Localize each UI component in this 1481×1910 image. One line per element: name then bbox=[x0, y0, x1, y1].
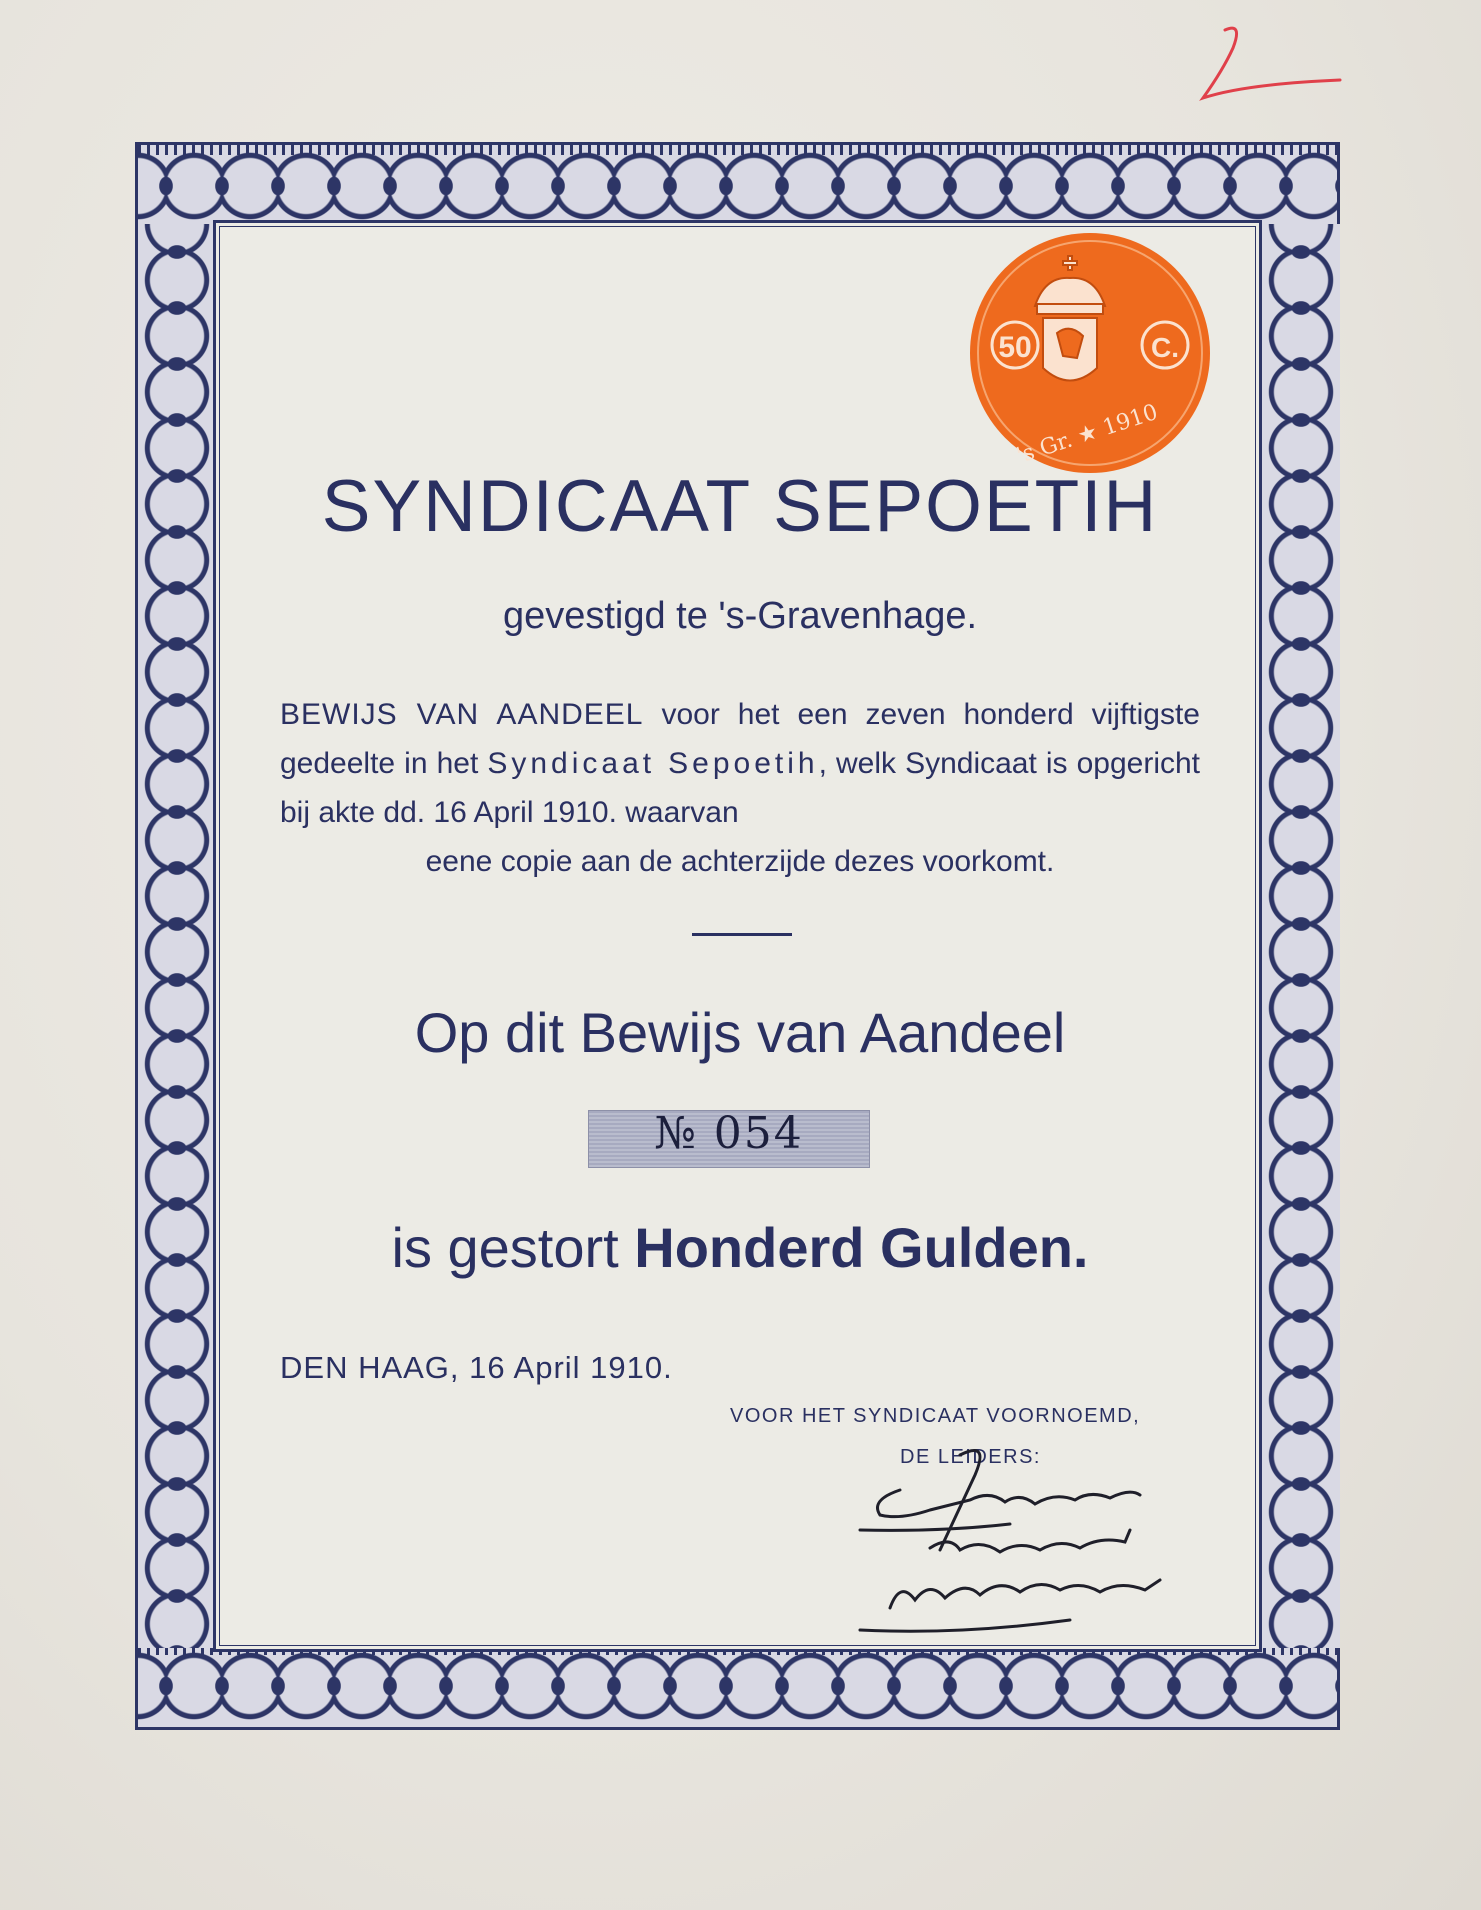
for-syndicate-line: VOOR HET SYNDICAAT VOORNOEMD, bbox=[730, 1405, 1141, 1427]
headline: Op dit Bewijs van Aandeel bbox=[414, 1001, 1066, 1064]
signature-3 bbox=[890, 1580, 1160, 1608]
certificate-body bbox=[280, 690, 1200, 886]
body-syndicate-name: Syndicaat Sepoetih bbox=[487, 747, 819, 780]
body-text-last-line: eene copie aan de achterzijde dezes voorkomt. bbox=[425, 845, 1055, 878]
ornament-border-top bbox=[138, 145, 1337, 227]
signature-1-underline bbox=[860, 1524, 1010, 1530]
body-text-part2: , welk Syndicaat is opgericht bij akte dd. 16 April 1910. waarvan bbox=[280, 747, 1201, 829]
handwritten-number-2 bbox=[1195, 20, 1345, 120]
signature-3-underline bbox=[860, 1620, 1070, 1631]
body-caps-lead: BEWIJS VAN AANDEEL bbox=[280, 698, 644, 731]
place-date: DEN HAAG, 16 April 1910. bbox=[280, 1350, 673, 1385]
signature-2 bbox=[930, 1530, 1130, 1552]
paid-prefix: is gestort bbox=[391, 1216, 619, 1279]
certificate-number: № 054 bbox=[654, 1108, 804, 1159]
signatures bbox=[840, 1430, 1240, 1650]
ornament-border-bottom bbox=[138, 1645, 1337, 1727]
certificate-title: SYNDICAAT SEPOETIH bbox=[321, 466, 1159, 547]
tax-stamp bbox=[965, 228, 1215, 478]
leaders-label: DE LEIDERS: bbox=[900, 1446, 1041, 1468]
certificate-subtitle: gevestigd te 's-Gravenhage. bbox=[502, 595, 978, 637]
ornament-border-right bbox=[1262, 224, 1340, 1648]
signature-flourish bbox=[940, 1451, 980, 1551]
svg-text:'s Gr. ★ 1910: 's Gr. ★ 1910 bbox=[1013, 399, 1161, 469]
ornament-border-left bbox=[138, 224, 216, 1648]
svg-text:50: 50 bbox=[998, 331, 1032, 364]
svg-text:C.: C. bbox=[1151, 332, 1179, 363]
paid-amount: Honderd Gulden. bbox=[634, 1216, 1089, 1279]
divider-rule bbox=[692, 933, 792, 936]
paid-statement bbox=[260, 1215, 1220, 1280]
signature-1 bbox=[878, 1490, 1141, 1517]
body-text-part1: voor het een zeven honderd vijftigste gedeelte in het bbox=[280, 698, 1200, 780]
